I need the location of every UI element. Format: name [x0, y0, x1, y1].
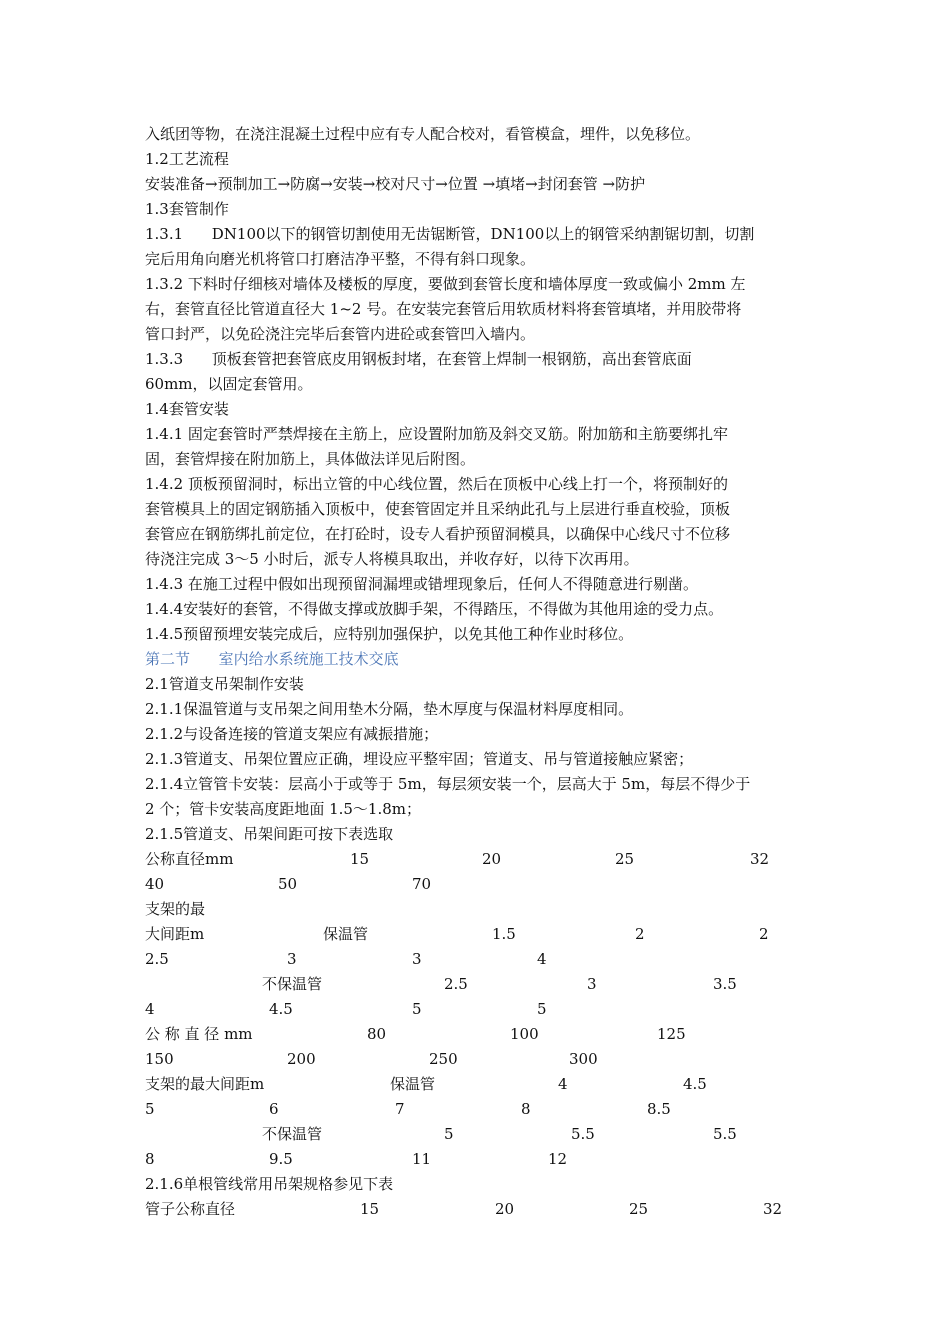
subsection-heading: 1.2工艺流程: [145, 150, 229, 168]
body-line: 套管应在钢筋绑扎前定位，在打砼时，设专人看护预留洞模具，以确保中心线尺寸不位移: [145, 525, 731, 543]
body-line: 入纸团等物，在浇注混凝土过程中应有专人配合校对，看管模盒，埋件，以免移位。: [145, 125, 701, 143]
body-line: 1.3.1 DN100以下的钢管切割使用无齿锯断管，DN100以上的钢管采纳割锯切割，切割: [145, 225, 755, 243]
table-cell: 5: [537, 1000, 547, 1018]
subsection-heading: 1.3套管制作: [145, 200, 229, 218]
table-row: [145, 972, 815, 997]
table-cell: 20: [482, 850, 502, 868]
table-cell: 40: [145, 875, 165, 893]
table-cell: 4: [558, 1075, 568, 1093]
table-cell: 80: [367, 1025, 387, 1043]
table-cell: 不保温管: [262, 1125, 323, 1143]
table-cell: 大间距m: [145, 925, 205, 943]
table-row: [145, 947, 815, 972]
table-row: [145, 1047, 815, 1072]
body-line: 待浇注完成 3～5 小时后，派专人将模具取出，并收存好，以待下次再用。: [145, 550, 639, 568]
table-cell: 5: [145, 1100, 155, 1118]
table-cell: 20: [495, 1200, 515, 1218]
table-cell: 保温管: [323, 925, 369, 943]
table-cell: 公 称 直 径 mm: [145, 1025, 253, 1043]
table-cell: 15: [360, 1200, 380, 1218]
body-line: 1.4.1 固定套管时严禁焊接在主筋上，应设置附加筋及斜交叉筋。附加筋和主筋要绑扎牢: [145, 425, 728, 443]
section-heading: 第二节 室内给水系统施工技术交底: [145, 650, 399, 668]
table-cell: 11: [412, 1150, 432, 1168]
body-line: 2 个；管卡安装高度距地面 1.5～1.8m；: [145, 800, 422, 818]
body-line: 完后用角向磨光机将管口打磨洁净平整，不得有斜口现象。: [145, 250, 536, 268]
table-cell: 8: [521, 1100, 531, 1118]
table-row: [145, 1072, 815, 1097]
table-cell: 保温管: [390, 1075, 436, 1093]
subsection-heading: 2.1管道支吊架制作安装: [145, 675, 304, 693]
table-row: [145, 1122, 815, 1147]
table-row: [145, 897, 815, 922]
table-cell: 3: [412, 950, 422, 968]
table-cell: 3.5: [713, 975, 737, 993]
subsection-heading: 2.1.6单根管线常用吊架规格参见下表: [145, 1175, 394, 1193]
table-cell: 5: [444, 1125, 454, 1143]
body-line: 右，套管直径比管道直径大 1~2 号。在安装完套管后用软质材料将套管填堵，并用胶带将: [145, 300, 742, 318]
table-row: [145, 997, 815, 1022]
table-cell: 1.5: [492, 925, 516, 943]
table-cell: 6: [269, 1100, 279, 1118]
table-cell: 3: [287, 950, 297, 968]
table-cell: 15: [350, 850, 370, 868]
table-row: [145, 1022, 815, 1047]
body-line: 2.1.4立管管卡安装：层高小于或等于 5m，每层须安装一个，层高大于 5m，每层不得少于: [145, 775, 751, 793]
table-cell: 支架的最: [145, 900, 206, 918]
body-line: 安装准备→预制加工→防腐→安装→校对尺寸→位置 →填堵→封闭套管 →防护: [145, 175, 646, 193]
table-cell: 公称直径mm: [145, 850, 234, 868]
body-line: 1.4.3 在施工过程中假如出现预留洞漏埋或错埋现象后，任何人不得随意进行剔凿。: [145, 575, 698, 593]
table-cell: 4: [145, 1000, 155, 1018]
body-line: 2.1.2与设备连接的管道支架应有减振措施；: [145, 725, 439, 743]
table-cell: 4.5: [683, 1075, 707, 1093]
table-cell: 100: [510, 1025, 539, 1043]
table-cell: 5.5: [571, 1125, 595, 1143]
body-line: 2.1.3管道支、吊架位置应正确，埋设应平整牢固；管道支、吊与管道接触应紧密；: [145, 750, 694, 768]
table-cell: 8.5: [647, 1100, 671, 1118]
table-row: [145, 847, 815, 872]
table-cell: 2.5: [444, 975, 468, 993]
body-line: 1.3.2 下料时仔细核对墙体及楼板的厚度，要做到套管长度和墙体厚度一致或偏小 2mm 左: [145, 275, 746, 293]
table-row: [145, 1147, 815, 1172]
body-line: 2.1.1保温管道与支吊架之间用垫木分隔，垫木厚度与保温材料厚度相同。: [145, 700, 634, 718]
document-body: [145, 122, 815, 1222]
table-cell: 150: [145, 1050, 174, 1068]
body-line: 1.4.2 顶板预留洞时，标出立管的中心线位置，然后在顶板中心线上打一个，将预制好的: [145, 475, 728, 493]
body-line: 固，套管焊接在附加筋上，具体做法详见后附图。: [145, 450, 476, 468]
table-cell: 125: [657, 1025, 686, 1043]
table-cell: 12: [548, 1150, 568, 1168]
table-cell: 50: [278, 875, 298, 893]
table-cell: 支架的最大间距m: [145, 1075, 265, 1093]
table-cell: 9.5: [269, 1150, 293, 1168]
table-cell: 2: [759, 925, 769, 943]
table-cell: 200: [287, 1050, 316, 1068]
table-cell: 2: [635, 925, 645, 943]
table-cell: 3: [587, 975, 597, 993]
table-row: [145, 1097, 815, 1122]
table-cell: 5: [412, 1000, 422, 1018]
body-line: 1.3.3 顶板套管把套管底皮用钢板封堵，在套管上焊制一根钢筋，高出套管底面: [145, 350, 692, 368]
body-line: 套管模具上的固定钢筋插入顶板中，使套管固定并且采纳此孔与上层进行垂直校验，顶板: [145, 500, 731, 518]
table-cell: 不保温管: [262, 975, 323, 993]
body-line: 管口封严，以免砼浇注完毕后套管内进砼或套管凹入墙内。: [145, 325, 536, 343]
table-row: [145, 922, 815, 947]
table-row: [145, 1197, 815, 1222]
table-cell: 25: [615, 850, 635, 868]
table-cell: 32: [763, 1200, 783, 1218]
table-cell: 7: [395, 1100, 405, 1118]
table-row: [145, 872, 815, 897]
table-cell: 8: [145, 1150, 155, 1168]
body-line: 60mm，以固定套管用。: [145, 375, 313, 393]
table-cell: 4: [537, 950, 547, 968]
table-cell: 管子公称直径: [145, 1200, 236, 1218]
table-cell: 5.5: [713, 1125, 737, 1143]
subsection-heading: 1.4套管安装: [145, 400, 229, 418]
table-cell: 300: [569, 1050, 598, 1068]
table-cell: 70: [412, 875, 432, 893]
body-line: 1.4.4安装好的套管，不得做支撑或放脚手架，不得踏压，不得做为其他用途的受力点。: [145, 600, 724, 618]
table-cell: 4.5: [269, 1000, 293, 1018]
body-line: 1.4.5预留预埋安装完成后，应特别加强保护，以免其他工种作业时移位。: [145, 625, 634, 643]
table-cell: 32: [750, 850, 770, 868]
body-line: 2.1.5管道支、吊架间距可按下表选取: [145, 825, 394, 843]
table-cell: 2.5: [145, 950, 169, 968]
table-cell: 25: [629, 1200, 649, 1218]
table-cell: 250: [429, 1050, 458, 1068]
